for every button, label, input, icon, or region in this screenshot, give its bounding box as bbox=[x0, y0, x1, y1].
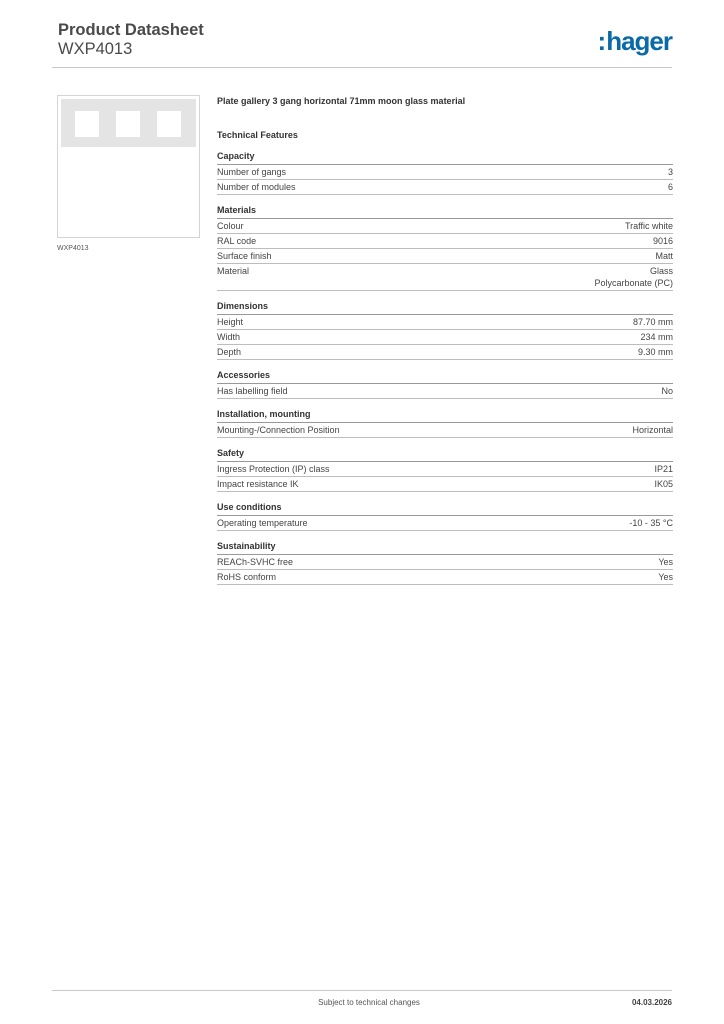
section-safety bbox=[217, 447, 673, 492]
product-code: WXP4013 bbox=[58, 40, 133, 58]
page-header bbox=[58, 21, 204, 59]
spec-label: Colour bbox=[217, 221, 244, 231]
spec-row bbox=[217, 249, 673, 264]
gang-opening-1 bbox=[75, 111, 99, 137]
spec-label: Ingress Protection (IP) class bbox=[217, 464, 330, 474]
technical-features-heading: Technical Features bbox=[217, 130, 298, 140]
spec-value: 6 bbox=[667, 182, 673, 192]
spec-row bbox=[217, 477, 673, 492]
header-divider bbox=[52, 67, 672, 68]
section-use-conditions bbox=[217, 501, 673, 531]
plate-illustration bbox=[61, 99, 196, 147]
footer-note: Subject to technical changes bbox=[318, 998, 420, 1007]
spec-value: 9016 bbox=[652, 236, 673, 246]
spec-label: Number of gangs bbox=[217, 167, 287, 177]
spec-row bbox=[217, 234, 673, 249]
product-description: Plate gallery 3 gang horizontal 71mm moon glass material bbox=[217, 96, 466, 106]
spec-label: Number of modules bbox=[217, 182, 296, 192]
spec-label: Material bbox=[217, 266, 250, 276]
gang-opening-2 bbox=[116, 111, 140, 137]
spec-value: IK05 bbox=[654, 479, 673, 489]
spec-value: Traffic white bbox=[624, 221, 673, 231]
spec-row bbox=[217, 384, 673, 399]
spec-value: Glass bbox=[649, 266, 673, 276]
section-accessories bbox=[217, 369, 673, 399]
gang-opening-3 bbox=[157, 111, 181, 137]
spec-row bbox=[217, 570, 673, 585]
logo-text: hager bbox=[606, 26, 672, 56]
spec-label: Height bbox=[217, 317, 244, 327]
section-title: Dimensions bbox=[217, 300, 673, 315]
spec-row bbox=[217, 345, 673, 360]
spec-label: Impact resistance IK bbox=[217, 479, 299, 489]
spec-row bbox=[217, 462, 673, 477]
datasheet-content bbox=[217, 95, 673, 585]
spec-value: IP21 bbox=[654, 464, 673, 474]
section-title: Sustainability bbox=[217, 540, 673, 555]
spec-row bbox=[217, 330, 673, 345]
footer-divider bbox=[52, 990, 672, 991]
section-materials bbox=[217, 204, 673, 291]
section-title: Installation, mounting bbox=[217, 408, 673, 423]
spec-label: REACh-SVHC free bbox=[217, 557, 294, 567]
spec-row bbox=[217, 165, 673, 180]
spec-label: Has labelling field bbox=[217, 386, 288, 396]
footer-date: 04.03.2026 bbox=[631, 998, 672, 1007]
spec-value-secondary: Polycarbonate (PC) bbox=[594, 278, 673, 288]
spec-label: RAL code bbox=[217, 236, 257, 246]
spec-label: Width bbox=[217, 332, 241, 342]
brand-logo: :hager bbox=[597, 26, 672, 56]
image-caption: WXP4013 bbox=[57, 245, 89, 252]
spec-value: 9.30 mm bbox=[637, 347, 673, 357]
spec-value: 234 mm bbox=[640, 332, 673, 342]
section-installation bbox=[217, 408, 673, 438]
spec-label: Operating temperature bbox=[217, 518, 308, 528]
spec-value: -10 - 35 °C bbox=[629, 518, 673, 528]
section-sustainability bbox=[217, 540, 673, 585]
spec-value: Horizontal bbox=[632, 425, 673, 435]
section-capacity bbox=[217, 150, 673, 195]
spec-row bbox=[217, 219, 673, 234]
section-title: Safety bbox=[217, 447, 673, 462]
product-image bbox=[57, 95, 200, 238]
spec-label: Depth bbox=[217, 347, 242, 357]
spec-value-multiline bbox=[594, 265, 673, 289]
spec-label: Mounting-/Connection Position bbox=[217, 425, 340, 435]
spec-value: Matt bbox=[655, 251, 673, 261]
spec-label: Surface finish bbox=[217, 251, 272, 261]
document-title: Product Datasheet bbox=[58, 21, 204, 39]
spec-row bbox=[217, 516, 673, 531]
spec-label: RoHS conform bbox=[217, 572, 277, 582]
spec-row bbox=[217, 423, 673, 438]
spec-value: 87.70 mm bbox=[632, 317, 673, 327]
spec-row bbox=[217, 315, 673, 330]
section-title: Capacity bbox=[217, 150, 673, 165]
section-title: Use conditions bbox=[217, 501, 673, 516]
spec-row bbox=[217, 180, 673, 195]
spec-value: No bbox=[661, 386, 673, 396]
spec-value: Yes bbox=[658, 557, 673, 567]
spec-value: 3 bbox=[667, 167, 673, 177]
section-title: Materials bbox=[217, 204, 673, 219]
spec-row bbox=[217, 555, 673, 570]
spec-row bbox=[217, 264, 673, 291]
section-title: Accessories bbox=[217, 369, 673, 384]
section-dimensions bbox=[217, 300, 673, 360]
spec-value: Yes bbox=[658, 572, 673, 582]
